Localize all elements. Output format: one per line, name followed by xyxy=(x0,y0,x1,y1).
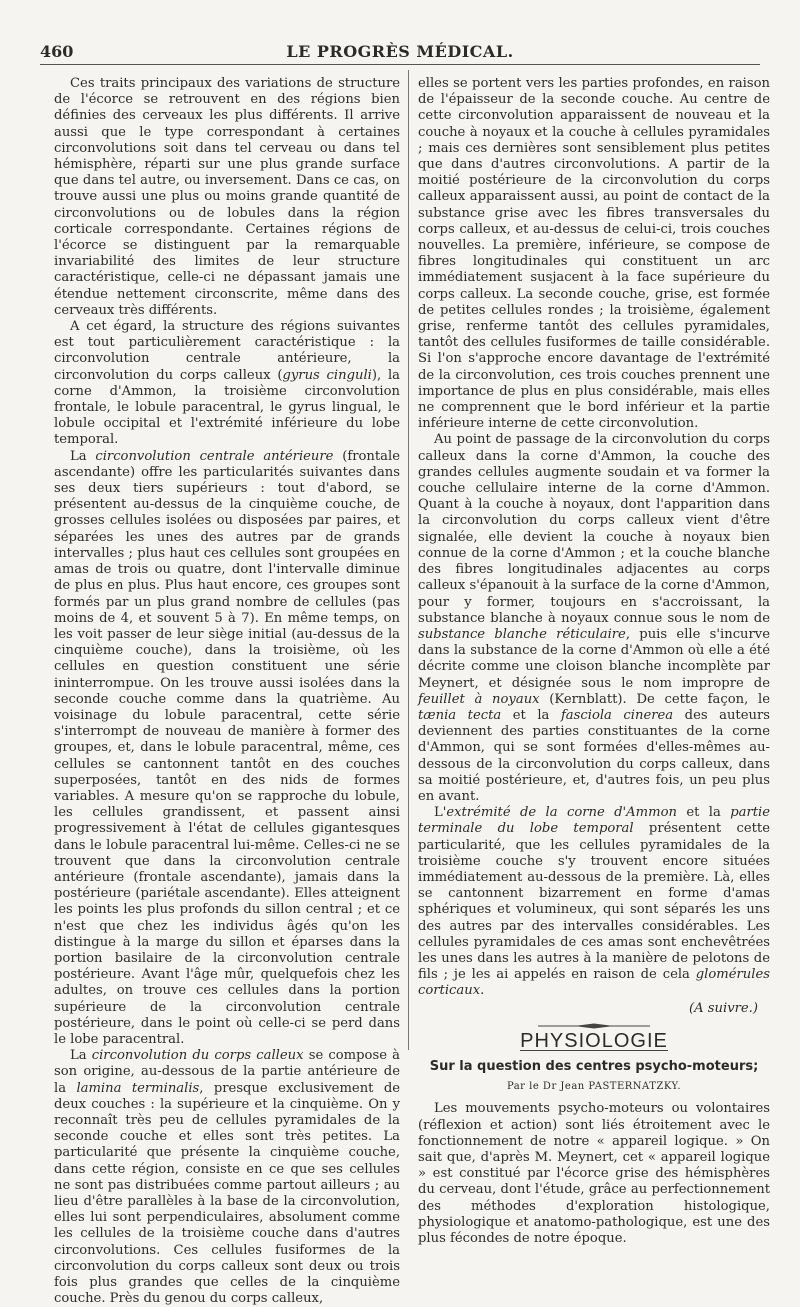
text-run: ), la corne d'Ammon, la troisième circonvolution frontale, le lobule paracentral, le gyrus lingual, le lobule occipital et l'extrémité inférieure du lobe temporal. xyxy=(54,367,400,448)
italic-term: fasciola cinerea xyxy=(560,707,674,723)
article-title: Sur la question des centres psycho-moteurs; xyxy=(429,1058,759,1074)
text-run: La xyxy=(70,448,96,464)
text-run: La xyxy=(70,1048,92,1064)
paragraph: Les mouvements psycho-moteurs ou volontaires (réflexion et action) sont liés étroitement avec le fonctionnement de notre « appareil logique. » On sait que, d'après M. Meynert, cet « appareil logique » est constitué par l'écorce grise des hémisphères du cerveau, dont l'étude, grâce au perfectionnement des méthodes d'exploration histologique, physiologique et anatomo-pathologique, est une des plus fécondes de notre époque. xyxy=(418,1101,770,1247)
text-run: , presque exclusivement de deux couches : la supérieure et la cinquième. On y reconnaît très peu de cellules pyramidales de la seconde couche et elles sont très petites. La particularité que présente la cinquième couche, dans cette région, consiste en ce que ses cellules ne sont pas distribuées comme partout ailleurs ; au lieu d'être parallèles à la base de la circonvolution, elles lui sont perpendiculaires, absolument comme les cellules de la troisième couche dans d'autres circonvolutions. Ces cellules fusiformes de la circonvolution du corps calleux sont deux ou trois fois plus grandes que celles de la cinquième couche. Près du genou du corps calleux, xyxy=(54,1080,401,1307)
italic-term: gyrus cinguli xyxy=(282,367,372,383)
text-run: (Kernblatt). De cette façon, le xyxy=(539,691,770,707)
text-run: Au point de passage de la circonvolution du corps calleux dans la corne d'Ammon, la couche des grandes cellules augmente soudain et va former la couche cellulaire interne de la corne d'Ammon. Quant à la couche à noyaux, dont l'apparition dans la circonvolution du corps calleux vient d'être signalée, elle devient la couche à noyaux bien connue de la corne d'Ammon ; et la couche blanche des fibres longitudinales adjacentes au corps calleux s'épanouit à la surface de la corne d'Ammon, pour y former, toujours en s'accroissant, la substance blanche à noyaux connue sous le nom de xyxy=(418,432,770,626)
italic-term: tænia tecta xyxy=(418,707,502,723)
left-column xyxy=(54,76,400,1307)
italic-term: extrémité de la corne d'Ammon xyxy=(446,805,677,821)
text-run: A cet égard, la structure des régions suivantes est tout particulièrement caractéristique : la circonvolution centrale antérieure, la circonvolution du corps calleux ( xyxy=(54,319,400,383)
text-run: présentent cette particularité, que les cellules pyramidales de la troisième couche s'y trouvent encore situées immédiatement au-dessous de la première. Là, elles se cantonnent bizarrement en forme d'amas sphériques et volumineux, qui sont séparés les uns des autres par des intervalles considérables. Les cellules pyramidales de ces amas sont enchevêtrées les unes dans les autres à la manière de pelotons de fils ; je les ai appelés en raison de cela xyxy=(418,821,770,983)
text-run: se compose à son origine, au-dessous de la partie antérieure de la xyxy=(54,1048,400,1096)
text-run: L' xyxy=(434,805,447,821)
section-title xyxy=(418,1029,770,1052)
text-run: (frontale ascendante) offre les particularités suivantes dans ses deux tiers supérieurs : tout d'abord, se présentent au-dessus de la cinquième couche, de grosses cellules isolées ou disposées par paires, et séparées les unes des autres par de grands intervalles ; plus haut ces cellules sont groupées en amas de trois ou quatre, dont l'intervalle diminue de plus en plus. Plus haut encore, ces groupes sont formés par un plus grand nombre de cellules (pas moins de 4, et souvent 5 à 7). En même temps, on les voit passer de leur siège initial (au-dessus de la cinquième couche), dans la troisième, où les cellules en question constituent une série ininterrompue. On les trouve aussi isolées dans la seconde couche comme dans la quatrième. Au voisinage du lobule paracentral, cette série s'interrompt de nouveau de manière à former des groupes, et, dans le lobule paracentral, même, ces cellules se cantonnent tantôt en des couches superposées, tantôt en des nids de formes variables. A mesure qu'on se rapproche du lobule, les cellules grandissent, et passent ainsi progressivement à l'état de cellules gigantesques dans le lobule paracentral lui-même. Celles-ci ne se trouvent que dans la circonvolution centrale antérieure (frontale ascendante), jamais dans la postérieure (pariétale ascendante). Elles atteignent les points les plus profonds du sillon central ; et ce n'est que chez les individus âgés qu'on les distingue à la marge du sillon et éparses dans la portion basilaire de la circonvolution centrale postérieure. Avant l'âge mûr, quelquefois chez les adultes, on trouve ces cellules dans la portion supérieure de la circonvolution centrale postérieure, dans le point où celle-ci se perd dans le lobe paracentral. xyxy=(54,448,400,1047)
italic-term: circonvolution du corps calleux xyxy=(91,1048,304,1064)
right-column xyxy=(418,76,770,1247)
column-divider xyxy=(408,70,409,1050)
paragraph xyxy=(54,319,400,449)
running-header xyxy=(40,40,760,65)
italic-term: partie terminale du lobe temporal xyxy=(418,805,770,837)
italic-term: lamina terminalis xyxy=(76,1080,200,1096)
paragraph xyxy=(418,805,770,999)
text-run: des auteurs deviennent des parties constituantes de la corne d'Ammon, qui se sont formées d'elles-mêmes au-dessous de la circonvolution du corps calleux, dans sa moitié postérieure, et, d'autres fois, un peu plus en avant. xyxy=(418,707,770,804)
paragraph xyxy=(54,1048,400,1307)
text-run: , puis elle s'incurve dans la substance de la corne d'Ammon où elle a été décrite comme une cloison blanche incomplète par Meynert, et désignée sous le nom impropre de xyxy=(418,626,770,691)
paragraph: Ces traits principaux des variations de structure de l'écorce se retrouvent en des régions bien définies des cerveaux les plus différents. Il arrive aussi que le type correspondant à certaines circonvolutions soit dans tel cerveau ou dans tel hémisphère, réparti sur une plus grande surface que dans tel autre, ou inversement. Dans ce cas, on trouve aussi une plus ou moins grande quantité de circonvolutions ou de lobules dans la région corticale correspondante. Certaines régions de l'écorce se distinguent par la remarquable invariabilité des limites de leur structure caractéristique, celle-ci ne dépassant jamais une étendue nettement circonscrite, même dans des cerveaux très différents. xyxy=(54,76,400,318)
byline: Par le Dr Jean PASTERNATZKY. xyxy=(506,1081,682,1093)
to-be-continued: (A suivre.) xyxy=(689,1000,758,1016)
italic-term: glomérules corticaux xyxy=(418,967,770,999)
italic-term: feuillet à noyaux xyxy=(418,691,540,707)
text-run: et la xyxy=(676,805,731,821)
paragraph xyxy=(418,432,770,805)
page-number: 460 xyxy=(40,42,74,61)
text-run: et la xyxy=(501,707,561,723)
section-title-text: PHYSIOLOGIE xyxy=(520,1029,668,1052)
paragraph: elles se portent vers les parties profondes, en raison de l'épaisseur de la seconde couche. Au centre de cette circonvolution apparaissent de nouveau et la couche à noyaux et la couche à cellules pyramidales ; mais ces dernières sont sensiblement plus petites que dans d'autres circonvolutions. A partir de la moitié postérieure de la circonvolution du corps calleux apparaissent aussi, au point de contact de la substance grise avec les fibres transversales du corps calleux, et au-dessus de celui-ci, trois couches nouvelles. La première, inférieure, se compose de fibres longitudinales qui constituent un arc immédiatement susjacent à la face supérieure du corps calleux. La seconde couche, grise, est formée de petites cellules rondes ; la troisième, également grise, renferme tantôt des cellules pyramidales, tantôt des cellules fusiformes de taille considérable. Si l'on s'approche encore davantage de l'extrémité de la circonvolution, ces trois couches prennent une importance de plus en plus considérable, mais elles ne comprennent que le bord inférieur et la partie inférieure interne de cette circonvolution. xyxy=(418,76,770,432)
italic-term: circonvolution centrale antérieure xyxy=(95,448,334,464)
paragraph xyxy=(54,449,400,1049)
journal-title: LE PROGRÈS MÉDICAL. xyxy=(286,42,514,61)
italic-term: substance blanche réticulaire xyxy=(418,626,626,642)
text-run: . xyxy=(480,983,485,999)
section-ornament-icon xyxy=(534,1023,654,1029)
